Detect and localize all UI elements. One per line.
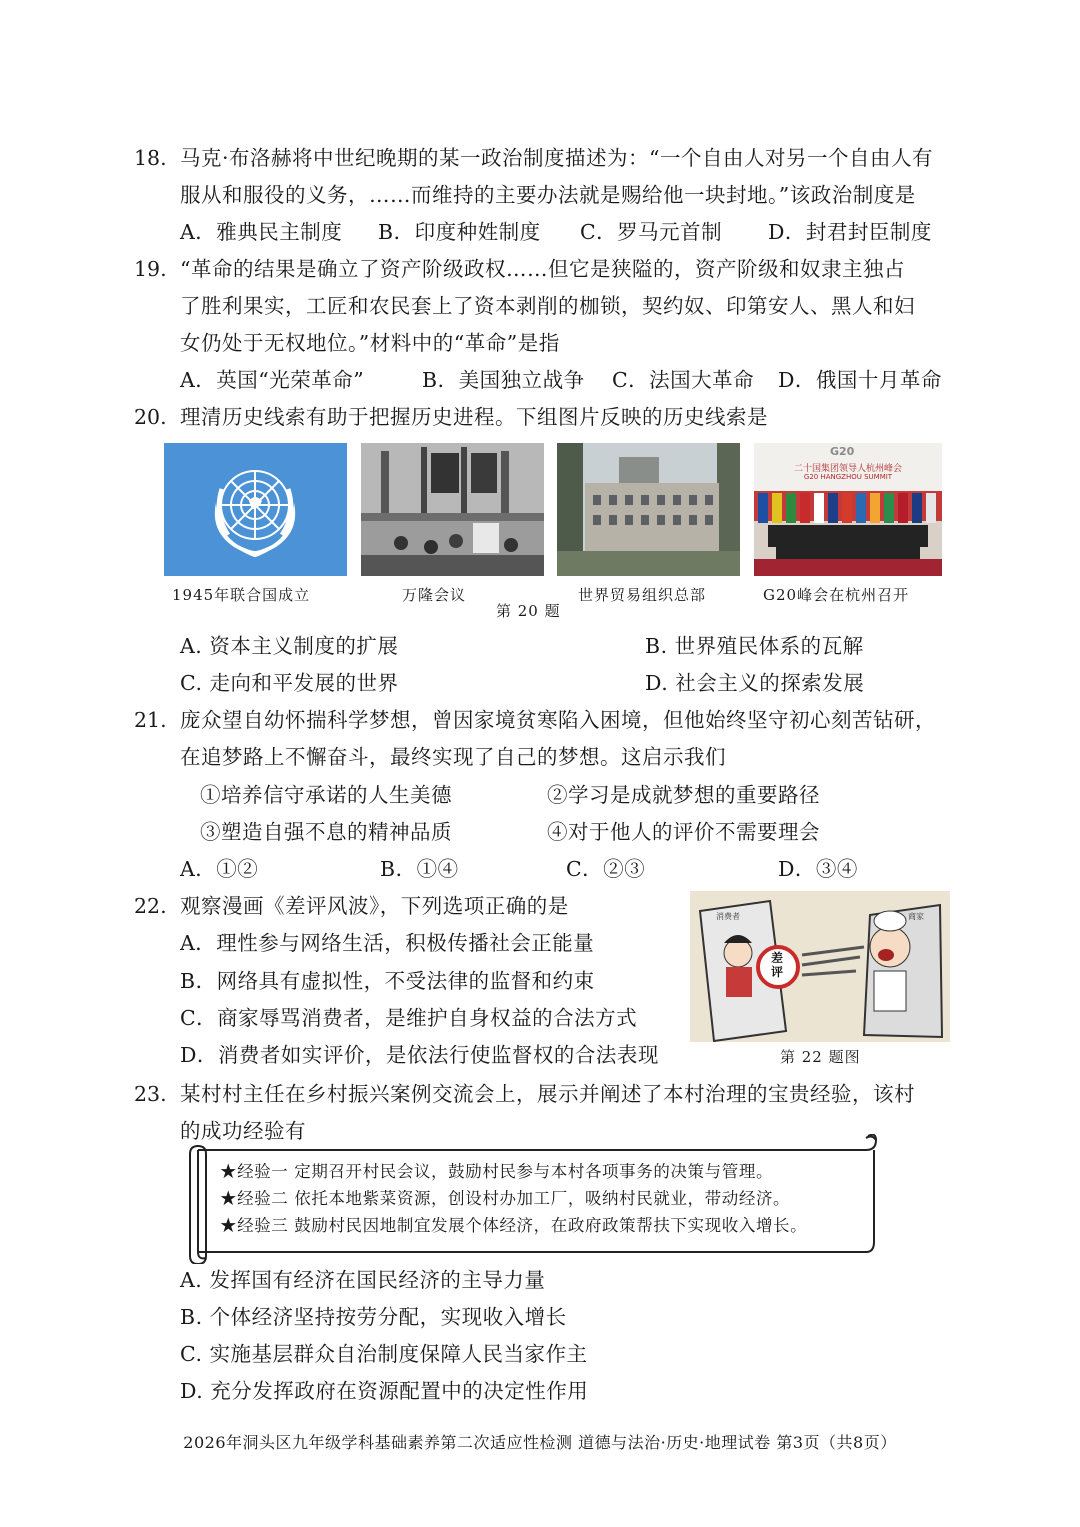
question-18-option-c: C．罗马元首制 [580,220,723,244]
cartoon-phone-label-merchant: 商家 [908,912,924,921]
question-21-item-1: ①培养信守承诺的人生美德 [200,783,452,807]
question-19-option-d: D．俄国十月革命 [778,368,942,392]
question-19-option-c: C．法国大革命 [612,368,755,392]
wto-headquarters-photo [557,443,740,576]
question-21-option-b: B．①④ [380,857,459,881]
figure-20-label: 第 20 题 [496,602,561,620]
question-20-option-c: C. 走向和平发展的世界 [180,671,399,695]
experience-3: ★经验三 鼓励村民因地制宜发展个体经济，在政府政策帮扶下实现收入增长。 [220,1216,808,1235]
cartoon-phone-label-consumer: 消费者 [716,912,740,921]
question-18-stem-line-2: 服从和服役的义务，……而维持的主要办法就是赐给他一块封地。”该政治制度是 [180,183,916,207]
caption-bandung: 万隆会议 [402,586,467,604]
question-20-option-a: A. 资本主义制度的扩展 [180,634,399,658]
question-23-stem-line-1: 某村村主任在乡村振兴案例交流会上，展示并阐述了本村治理的宝贵经验，该村 [180,1082,915,1106]
question-18-option-b: B．印度种姓制度 [378,220,541,244]
question-18-option-d: D．封君封臣制度 [768,220,932,244]
question-21-stem-line-1: 庞众望自幼怀揣科学梦想，曾因家境贫寒陷入困境，但他始终坚守初心刻苦钻研， [180,708,936,732]
un-flag-photo [164,443,347,576]
g20-logo: G20 [830,445,855,458]
question-20-option-d: D. 社会主义的探索发展 [645,671,865,695]
bandung-conference-photo [361,443,544,576]
caption-un-founded: 1945年联合国成立 [172,586,311,604]
question-21-option-a: A．①② [180,857,259,881]
question-22-option-b: B．网络具有虚拟性，不受法律的监督和约束 [180,969,595,993]
question-21-item-2: ②学习是成就梦想的重要路径 [547,783,820,807]
question-21-stem-line-2: 在追梦路上不懈奋斗，最终实现了自己的梦想。这启示我们 [180,745,726,769]
figure-22-label: 第 22 题图 [780,1048,861,1066]
question-21-option-c: C．②③ [566,857,646,881]
question-20-option-b: B. 世界殖民体系的瓦解 [645,634,864,658]
caption-wto: 世界贸易组织总部 [578,586,707,604]
question-23-number: 23. [134,1082,167,1106]
bad-review-cartoon [690,891,950,1042]
question-23-stem-line-2: 的成功经验有 [180,1119,306,1143]
g20-summit-photo [754,443,942,576]
caption-g20: G20峰会在杭州召开 [763,586,910,604]
question-21-number: 21. [134,708,167,732]
question-22-option-d: D．消费者如实评价，是依法行使监督权的合法表现 [180,1043,659,1067]
question-19-stem-line-3: 女仍处于无权地位。”材料中的“革命”是指 [180,331,560,355]
question-22-stem: 观察漫画《差评风波》，下列选项正确的是 [180,894,569,918]
cartoon-shield-text: 差评 [771,951,784,979]
question-19-option-b: B．美国独立战争 [422,368,585,392]
question-19-stem-line-2: 了胜利果实，工匠和农民套上了资本剥削的枷锁，契约奴、印第安人、黑人和妇 [180,294,915,318]
question-20-stem: 理清历史线索有助于把握历史进程。下组图片反映的历史线索是 [180,405,768,429]
question-19-number: 19. [134,257,167,281]
question-18-option-a: A．雅典民主制度 [180,220,343,244]
question-21-option-d: D．③④ [778,857,858,881]
question-20-number: 20. [134,405,167,429]
question-23-option-d: D. 充分发挥政府在资源配置中的决定性作用 [180,1379,589,1403]
question-18-number: 18. [134,146,167,170]
question-22-number: 22. [134,894,167,918]
page-footer: 2026年洞头区九年级学科基础素养第二次适应性检测 道德与法治·历史·地理试卷 第3页（共8页） [183,1433,897,1452]
experience-2: ★经验二 依托本地紫菜资源，创设村办加工厂，吸纳村民就业，带动经济。 [220,1189,791,1208]
question-23-option-a: A. 发挥国有经济在国民经济的主导力量 [180,1268,546,1292]
question-22-option-a: A．理性参与网络生活，积极传播社会正能量 [180,931,595,955]
question-23-option-c: C. 实施基层群众自治制度保障人民当家作主 [180,1342,588,1366]
experience-1: ★经验一 定期召开村民会议，鼓励村民参与本村各项事务的决策与管理。 [220,1162,774,1181]
un-emblem-icon [164,443,347,576]
question-21-item-4: ④对于他人的评价不需要理会 [547,820,820,844]
question-21-item-3: ③塑造自强不息的精神品质 [200,820,452,844]
question-19-option-a: A．英国“光荣革命” [180,368,365,392]
question-22-option-c: C．商家辱骂消费者，是维护自身权益的合法方式 [180,1006,638,1030]
g20-banner-line-1: 二十国集团领导人杭州峰会 [793,464,902,474]
g20-banner-line-2: G20 HANGZHOU SUMMIT [803,473,893,481]
question-19-stem-line-1: “革命的结果是确立了资产阶级政权……但它是狭隘的，资产阶级和奴隶主独占 [180,257,905,281]
experience-scroll-box [190,1142,878,1260]
question-18-stem-line-1: 马克·布洛赫将中世纪晚期的某一政治制度描述为：“一个自由人对另一个自由人有 [180,146,933,170]
question-23-option-b: B. 个体经济坚持按劳分配，实现收入增长 [180,1305,567,1329]
